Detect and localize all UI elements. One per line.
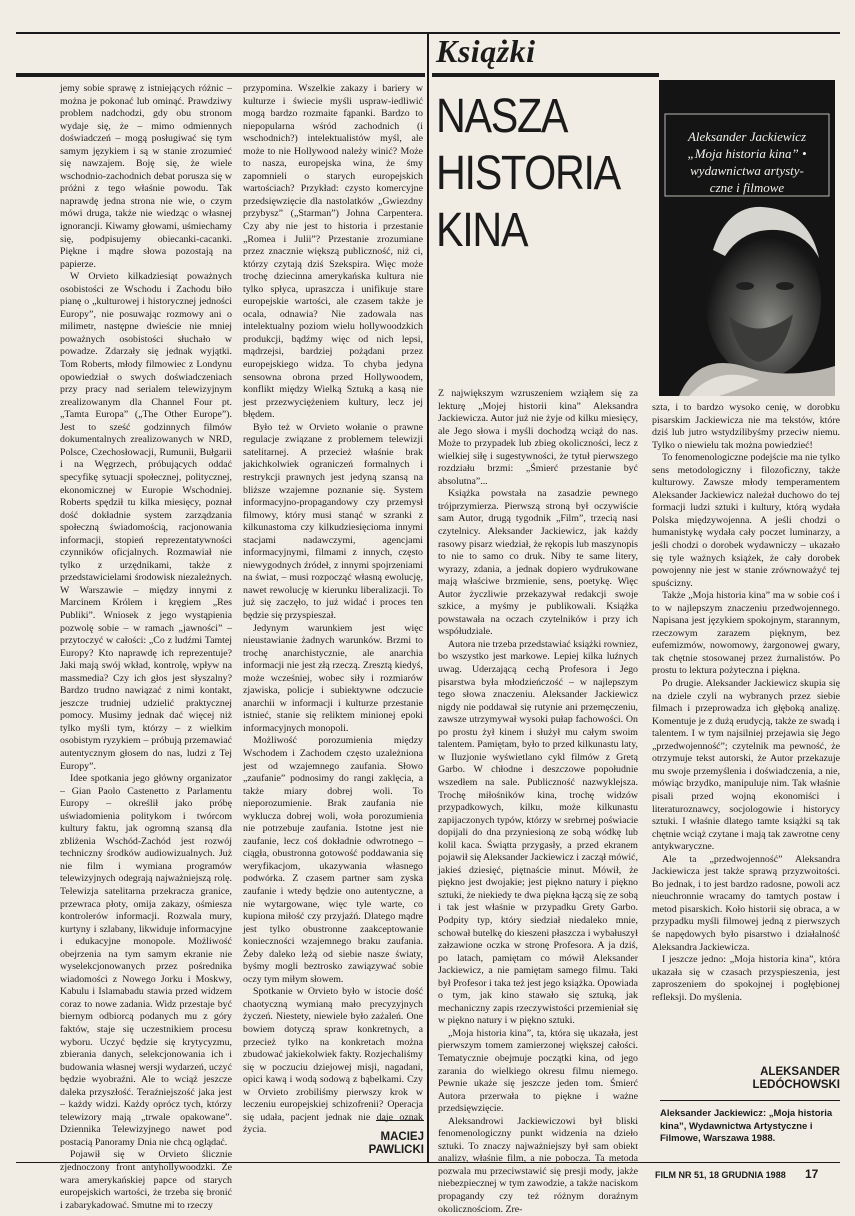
paragraph: Autora nie trzeba przedstawiać książki rowniez, bo wszystko jest markowe. Lepiej kilka luźnych uwag. Uderzającą cechą Profesora i Jego pisarstwa była młodzieńczość – w najlepszym tego słowa znaczeniu. Aleksander Jackiewicz nigdy nie poddawał się rutynie ani przemęczeniu, zawsze utrzymywał wysoki pułap fachowości. On po prostu żył kinem i służył mu całym swoim talentem. Pamiętam, było to przed kilkunastu laty, w Iluzjonie wyświetlano cykl filmów z Gretą Garbo. W chłodne i deszczowe popołudnie wszedłem na sale. Publiczność nazwyklejsza. Trochę miłośników kina, trochę widzów przypadkowych, kilku, może kilkunastu zapijaczonych typów, którzy w srebrnej poświacie dopijali do dna przyniesioną ze sobą wódkę lub kolil kaca. Świątta przygasły, a przed ekranem pojawił się Aleksander Jackiewicz i zaczął mówić, jakieś dziesięć, piętnaście minut. Mówił, że piękno jest dwojakie; jest piękno natury i piękno sztuki, że niekiedy te dwa piękna łączą się ze sobą i tak jest właśnie w przypadku Grety Garbo. Podpity typ, który siedział niedaleko mnie, schował butelkę do kieszeni płaszcza i wybałuszył załzawione oczka w stronę Profesora. A ja dziś, po latach, pamiętam co mówił Aleksander Jackiewicz, a nie pamiętam samego filmu. Taki był Profesor i taka też jest jego książka. Opowiada o tym, jak kino stawało się sztuką, jak mechaniczny zapis rzeczywistości przemieniał się w piękno natury i w piękno sztuki. [438, 638, 638, 1027]
paragraph: Było też w Orvieto wołanie o prawne regulacje związane z problemem telewizji satelitarnej. A przecież właśnie brak jakichkolwiek ograniczeń formalnych i restrykcji prawnych jest jedyną szansą na bliższe wzajemne poznanie się. System informacyjno-propagandowy czy przemysł filmowy, który musi stanąć w szranki z kilkunastoma czy kilkudziesięcioma innymi stacjami nadawczymi, agencjami informacyjnymi, filmami z innych, często niewygodnych źródeł, z innymi spojrzeniami na świat, – musi rozpocząć własną ewolucję, nawet rewolucję w kierunku liberalizacji. To już się zaczęło, to już widać i proces ten będzie się przyspieszał. [243, 421, 423, 621]
page-number: 17 [805, 1167, 819, 1181]
paragraph: jemy sobie sprawę z istniejących różnic – można je pokonać lub ominąć. Prawdziwy problem nadchodzi, gdy obu stronom wydaje się, że – mimo odmiennych doświadczeń – mogą posługiwać się tym samym językiem i są w stanie zrozumieć się nawzajem. Boję się, że wiele wschodnio-zachodnich debat porusza się w próżni z tego właśnie powodu. Tak naprawdę jedna strona nie wie, o czym mówi druga, także nie wiedząc o własnej ignorancji. Kiwamy głowami, uśmiechamy się, podpisujemy obiecanki-cacanki. Piękne i mądre słowa pozostają na papierze. [60, 83, 232, 270]
paragraph: Pojawił się w Orvieto ślicznie zjednoczony front antyhollywoodzki. Że wara amerykańskiej papce od starych europejskich wartości, że trzeba się bronić i zabarykadować. Smutne mi to rzeczy [60, 1149, 232, 1211]
issue-footer: FILM NR 51, 18 GRUDNIA 1988 [655, 1170, 786, 1180]
article-column-2 [243, 83, 423, 1136]
paragraph: Z największym wzruszeniem wziąłem się za lekturę „Mojej historii kina” Aleksandra Jackiewicza. Autor już nie żyje od kilku miesięcy, ale Jego słowa i myśli dochodzą wciąż do nas. Może to przypadek lub zbieg okoliczności, lecz z wielkiej siłę i sugestywności, że tytuł pierwszego rozdziału brzmi: „Śmierć przestanie być absolutna”... [438, 388, 638, 487]
headline-line: KINA [436, 204, 528, 257]
paragraph: Aleksandrowi Jackiewiczowi był bliski fenomenologiczny punkt widzenia na dzieło sztuki. To znaczy najważniejszy był sam obiekt analizy, właśnie film, a nie pobocza. Ta metoda pozwala mu przeciwstawić się presji mody, jakże niebezpiecznej w tym zawodzie, a także naciskom propagandy czy też różnym doraźnym okolicznościom. Zre- [438, 1115, 638, 1215]
paragraph: Spotkanie w Orvieto było w istocie dość chaotyczną wymianą mało precyzyjnych życzeń. Niestety, niewiele było zażaleń. One bowiem dotyczą spraw konkretnych, a przecież tylko na konkretach można zbudować jakiekolwiek fakty. Rozjechaliśmy się w poczuciu dziejowej misji, nagadani, opici kawą i wodą sodową z bąbelkami. Czy w Orvieto zrobiliśmy pierwszy krok w leczeniu europejskiej schizofrenii? Operacja się udała, pacjent jednak nie daje oznak życia. [243, 986, 423, 1136]
credit-rule [660, 1100, 840, 1101]
article-column-3 [438, 388, 638, 1215]
paragraph: Idee spotkania jego główny organizator – Gian Paolo Castenetto z Parlamentu Europy – określił jako próbę uświadomienia politykom i twórcom kultury faktu, jak ogromną szansą dla zbliżenia Wschód-Zachód jest rozwój techniczny środków audiowizualnych. Już nie film i wymiana programów telewizyjnych odegrają najważniejszą rolę. Telewizja satelitarna przekracza granice, przewraca płoty, omija zakazy, ośmiesza kontrolerów informacji. Rozwala mury, kurtyny i szlabany, likwiduje informacyjne i edukacyjne monopole. Możliwość obejrzenia na tym samym ekranie nie wyselekcjonowanych przez pośrednika wiadomości z Nowego Jorku i Moskwy, Kabulu i Islamabadu stawia przed widzem coraz to nowe zadania. Widz przestaje być biernym odbiorcą podanych mu z góry faktów, staje się uczestnikiem procesu wyboru. Uczyć będzie się krytycyzmu, zbierania danych, selekcjonowania ich i budowania własnej wersji wydarzeń, uczyć będzie wyobraźni. Ale to wciąż jeszcze daleka przyszłość. Teraźniejszość jaka jest – każdy widzi. Każdy oprócz tych, którzy telewizory mają „trwale opakowane”. Dziennika Telewizyjnego nawet pod postacią Panoramy Dnia nie chcą oglądać. [60, 773, 232, 1148]
photo-caption: Aleksander Jackiewicz „Moja historia kina” • wydawnictwa artysty- czne i filmowe [687, 129, 807, 195]
paragraph: szta, i to bardzo wysoko cenię, w dorobku pisarskim Jackiewicza nie ma tekstów, które dziś lub jutro wstydzilibyśmy przeciw niemu. Tylko o niewielu tak można powiedzieć! [652, 402, 840, 451]
section-title: Książki [436, 33, 536, 69]
article-column-1 [60, 83, 232, 1211]
article-column-4 [652, 402, 840, 1060]
headline [436, 88, 623, 259]
headline-line: NASZA [436, 90, 568, 143]
headline-line: HISTORIA [436, 147, 620, 200]
paragraph: Ale ta „przedwojenność” Aleksandra Jackiewicza jest także sprawą przyzwoitości. Bo jednak, i to jest bardzo radosne, powoli acz nieuchronnie wracamy do tamtych postaw i metod pisarskich. Koło historii się obraca, a w przypadku myśli filmowej jedną z pierwszych śe napędowych było pisarstwo i działalność Aleksandra Jackiewicza. [652, 853, 840, 953]
paragraph: Po drugie. Aleksander Jackiewicz skupia się na dziele czyli na wybranych przez siebie filmach i przeprowadza ich głęboką analizę. Komentuje je z dużą erudycją, także ze swadą i talentem. I w tym najsilniej przejawia się Jego „przedwojenność”; czytelnik ma pewność, że otrzymuje tekst autorski, że Autor przekazuje mu swoje przemyślenia i doświadczenia, a nie, mówiąc brzydko, manipuluje nim. Tak właśnie pisali przed wojną ekonomiści i literaturoznawcy, socjologowie i historycy sztuki. I właśnie dlatego tamte książki są tak chętnie wciąż czytane i mają tak zawrotne ceny antykwaryczne. [652, 678, 840, 853]
paragraph: Także „Moja historia kina” ma w sobie coś i to w najlepszym znaczeniu przedwojennego. Napisana jest językiem spokojnym, starannym, rzeczowym zarazem pięknym, bez eufemizmów, nowomowy, żargonowej gwary, tak chętnie stosowanej przez żurnalistów. Po prostu to lektura pożyteczna i piękna. [652, 590, 840, 677]
book-credit: Aleksander Jackiewicz: „Moja historia kina”, Wydawnictwa Artystyczne i Filmowe, Warszawa 1988. [660, 1108, 833, 1144]
column-divider [427, 34, 429, 1162]
paragraph: Książka powstała na zasadzie pewnego trójprzymierza. Pierwszą stroną był oczywiście sam Autor, drugą tygodnik „Film”, trzecią nasi czytelnicy. Aleksander Jackiewicz, jak każdy rasowy pisarz wiedział, że rękopis lub maszynopis to nie to samo co druk. Niby te same litery, wyrazy, zdania, a jednak dopiero wydrukowane mają właściwe brzmienie, sens, poetykę. Więc Autor życzliwie przekazywał redakcji swoje szkice, a myśmy je publikowali. Książka powstawała na oczach czytelników i przy ich współudziale. [438, 488, 638, 638]
paragraph: W Orvieto kilkadziesiąt poważnych osobistości ze Wschodu i Zachodu biło pianę o „kulturowej i historycznej jedności Europy”, nie posuwając rozmowy ani o milimetr, następne dwieście nie mniej poważnych osobistości słuchało w powadze. Zdarzały się jednak wyjątki. Tom Roberts, młody filmowiec z Londynu opowiedział o swych doświadczeniach przy pracy nad serialem telewizyjnym zrealizowanym dla Channel Four pt. „Tamta Europa” („The Other Europe”). Jest to sześć godzinnych filmów dokumentalnych zrealizowanych w NRD, Polsce, Czechosłowacji, Rumunii, Bułgarii i na Węgrzech, próbujących oddać specyfikę sytuacji społecznej, politycznej, ekonomicznej w Europie Wschodniej. Roberts spędził tu kilka miesięcy, poznał dość dokładnie system zarządzania społeczną świadomością, racjonowania informacji, stopień reprezentatywności czynników oficjalnych. Rozmawiał nie tylko z urzędnikami, także z przedstawicielami środowisk niezależnych. W Warszawie – między innymi z Marcinem Królem i kręgiem „Res Publiki”. Wniosek z jego wystąpienia pozwolę sobie – w ramach „jawności” – przytoczyć w całości: „Co z ludźmi Tamtej Europy? Kto naprawdę ich reprezentuje? Jaki mają swój wkład, kontrolę, wpływ na massmedia? Czy ich głos jest słyszalny? Bardzo trudno nawiązać z nimi kontakt, jeszcze trudniej udzielić praktycznej pomocy. Musimy jednak dać więcej niż tylko myśli tym, którzy – z wielkim osobistym ryzykiem – próbują przemawiać autentycznym głosem do nas, ludzi z Tej Europy”. [60, 271, 232, 772]
paragraph: I jeszcze jedno: „Moja historia kina”, która ukazała się w czasach przyspieszenia, jest zaproszeniem do spokojnej i pogłębionej refleksji. Do myślenia. [652, 954, 840, 1003]
paragraph: To fenomenologiczne podejście ma nie tylko sens metodologiczny i filozoficzny, także kulturowy. Zawsze młody temperamentem Aleksander Jackiewicz należał duchowo do tej formacji ludzi sztuki i kultury, którą wydała Polska międzywojenna. A jeśli chodzi o humanistykę wydała cały poczet luminarzy, a jeśli chodzi o dorobek wydawniczy – ukazało się tyle ważnych książek, że cały dorobek powojenny nie jest w stanie zrównoważyć tej spuścizny. [652, 452, 840, 589]
section-rule [432, 73, 659, 77]
paragraph: Jedynym warunkiem jest więc nieustawianie żadnych warunków. Brzmi to trochę anarchistycznie, ale anarchia informacji nie jest złą rzeczą. Zresztą kiedyś, może wcześniej, wobec siły i rozmiarów zjawiska, policje i subiektywne odczucie anarchii w informacji i kulturze przestanie istnieć, stanie się reliktem minionej epoki informacyjnych monopoli. [243, 622, 423, 734]
author-photo [659, 80, 835, 396]
left-block-rule [16, 73, 425, 77]
paragraph: przypomina. Wszelkie zakazy i bariery w kulturze i świecie myśli uspraw-iedliwić mogą bardzo rozmaite fąpanki. Bardzo to niepopularna wśród zachodnich (i wschodnich?) intelektualistów myśl, ale może to nie Hollywood należy winić? Może to nasza, europejska wina, że śmy zapomnieli o starych europejskich wartościach? Przykład: czysto komercyjne przedsięwzięcie dla nastolatków „Gwiezdny przybysz” („Starman”) Johna Carpentera. Czy aby nie jest to historia i przestanie „Romea i Julii”? Przestanie zrozumiane przez znacznie większą publiczność, niż ci, którzy czytają dziś Szekspira. Więc może trochę dziecinna amerykańska kultura nie tylko spłyca, upraszcza i unifikuje stare europejskie wartości, ale czasem także je ocala, odnawia? Nie zadowala nas intelektualny poziom wielu hollywoodzkich produkcji, bądźmy więc od nich lepsi, mądrzejsi, bardziej pożądani przez europejskiego widza. To chyba jedyna sensowna obrona przed Hollywoodem, konflikt między Wielką Sztuką a kasą nie jest przezwyciężeniem kultury, lecz jej błędem. [243, 83, 423, 421]
paragraph: „Moja historia kina”, ta, która się ukazała, jest pierwszym tomem zamierzonej większej całości. Tematycznie obejmuje początki kina, od jego zarania do wielkiego okresu filmu niemego. Pewnie ukaże się jeszcze jeden tom. Śmierć Autora przerwała to piękne i ważne przedsięwzięcie. [438, 1027, 638, 1115]
author-signature-left: MACIEJ PAWLICKI [368, 1131, 424, 1156]
paragraph: Możliwość porozumienia między Wschodem i Zachodem często uzależniona jest od wzajemnego zaufania. Słowo „zaufanie” podnosimy do rangi zaklęcia, a także miary dobrej woli. To nieporozumienie. Brak zaufania nie wyklucza dobrej woli, woła porozumienia nie potrzebuje zaufania. Istotne jest nie zaufanie, lecz coś dokładnie odwrotnego – ciągła, obustronna gotowość poddawania się weryfikacjom, ukazywania własnego podwórka. Z czasem partner sam zyska zaufanie i wtedy będzie ono autentyczne, a nie wytargowane, więc tyle warte, co kupiona miłość czy przyjaźń. Dlatego mądre jest tylko obustronne zaakceptowanie konieczności wzajemnego braku zaufania. Żeby daleko leżą od siebie nasze światy, byśmy mogli beztrosko zawiązywać sobie oczy tym miłym słowem. [243, 735, 423, 985]
author-signature-right: ALEKSANDER LEDÓCHOWSKI [752, 1066, 840, 1091]
